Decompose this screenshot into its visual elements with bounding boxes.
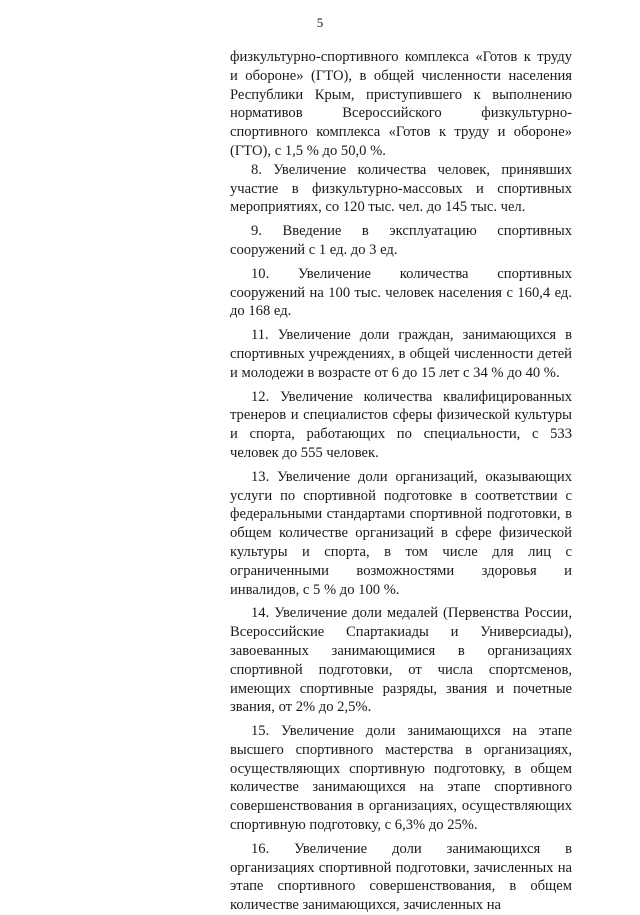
paragraph-item-12: 12. Увеличение количества квалифицированных тренеров и специалистов сферы физической культуры и спорта, работающих по специальности, с 533 человек до 555 человек. — [230, 388, 572, 461]
paragraph-item-16: 16. Увеличение доли занимающихся в организациях спортивной подготовки, зачисленных на этапе спортивного совершенствования, в общем количестве занимающихся, зачисленных на — [230, 840, 572, 914]
paragraph-item-13: 13. Увеличение доли организаций, оказывающих услуги по спортивной подготовке в соответствии с федеральными стандартами спортивной подготовки, в общем количестве организаций в сфере физической культуры и спорта, в том числе для лиц с ограниченными возможностями здоровья и инвалидов, с 5 % до 100 %. — [230, 468, 572, 598]
page-number: 5 — [316, 15, 324, 30]
paragraph-item-8: 8. Увеличение количества человек, принявших участие в физкультурно-массовых и спортивных мероприятиях, со 120 тыс. чел. до 145 тыс. чел. — [230, 161, 572, 216]
paragraph-item-9: 9. Введение в эксплуатацию спортивных сооружений с 1 ед. до 3 ед. — [230, 223, 572, 258]
paragraph-item-11: 11. Увеличение доли граждан, занимающихся в спортивных учреждениях, в общей численности детей и молодежи в возрасте от 6 до 15 лет с 34 % до 40 %. — [230, 327, 572, 381]
paragraph-item-10: 10. Увеличение количества спортивных сооружений на 100 тыс. человек населения с 160,4 ед. до 168 ед. — [230, 265, 572, 320]
paragraph-item-15: 15. Увеличение доли занимающихся на этапе высшего спортивного мастерства в организациях, осуществляющих спортивную подготовку, в общем количестве занимающихся на этапе спортивного совершенствования в организациях, осуществляющих спортивную подготовку, с 6,3% до 25%. — [230, 723, 572, 834]
paragraph-item-14: 14. Увеличение доли медалей (Первенства России, Всероссийские Спартакиады и Универсиады), завоеванных занимающимися в организациях спортивной подготовки, от числа спортсменов, имеющих спортивные разряды, звания и почетные звания, от 2% до 2,5%. — [230, 605, 572, 716]
document-body — [230, 48, 572, 915]
paragraph-continuation: физкультурно-спортивного комплекса «Готов к труду и обороне» (ГТО), в общей численности населения Республики Крым, приступившего к выполнению нормативов Всероссийского физкультурно-спортивного комплекса «Готов к труду и обороне» (ГТО), с 1,5 % до 50,0 %. — [230, 49, 572, 159]
